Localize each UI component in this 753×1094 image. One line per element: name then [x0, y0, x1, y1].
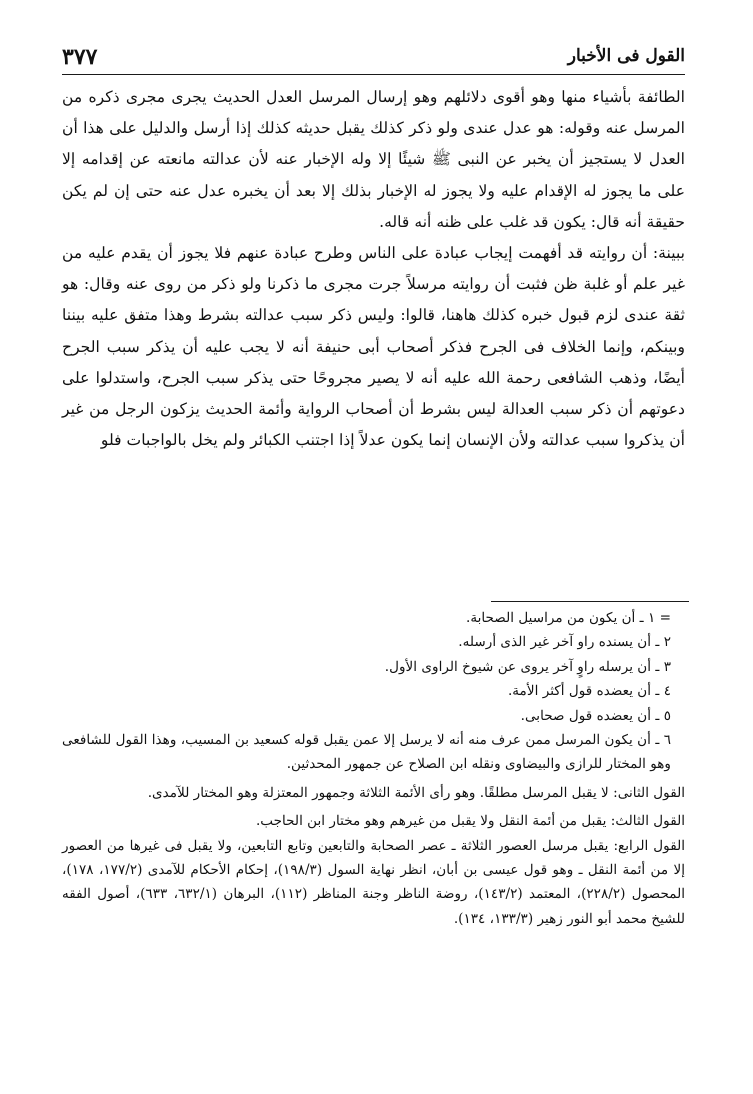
footnote-item: ٤ ـ أن يعضده قول أكثر الأمة. — [507, 683, 671, 700]
running-header — [62, 40, 685, 75]
page-number: ٣٧٧ — [62, 44, 98, 70]
body-paragraph: ببينة: أن روايته قد أفهمت إيجاب عبادة على الناس وطرح عبادة عنهم فلا يجوز أن يقدم عليه من غير علم أو غلبة ظن فثبت أن روايته مرسلاً جرت مجرى ما ذكرنا ولو ذكر من روى عنه وقال: هو ثقة عندى لزم قبول خبره كذلك هاهنا، قالوا: وليس ذكر سبب عدالته بشرط وهذا متفق عليه بيننا وبينكم، وإنما الخلاف فى الجرح فذكر أصحاب أبى حنيفة أنه لا يجب عليه أن يذكر سبب الجرح أيضًا، وذهب الشافعى رحمة الله عليه أنه لا يصير مجروحًا حتى يذكر سبب الجرح، واستدلوا على دعوتهم أن ذكر سبب العدالة ليس بشرط أن أصحاب الرواية وأئمة الحديث يزكون الرجل من غير أن يذكروا سبب عدالته ولأن الإنسان إنما يكون عدلاً إذا اجتنب الكبائر ولم يخل بالواجبات فلو — [62, 244, 685, 450]
body-paragraph: الطائفة بأشياء منها وهو أقوى دلائلهم وهو إرسال المرسل العدل الحديث يجرى مجرى ذكره من المرسل عنه وقوله: هو عدل عندى ولو ذكر كذلك يقبل حديثه كذلك إذا أرسل والدليل على هذا أن العدل لا يستجيز أن يخبر عن النبى ﷺ شيئًا إلا وله الإخبار عنه لأن عدالته مانعته عن إقدامه إلا على ما يجوز له الإقدام عليه ولا يجوز له الإخبار بذلك إلا بعد أن يخبره عدل عنه حتى إن لم يكن حقيقة أنه قال: يكون قد غلب على ظنه أنه قاله. — [62, 88, 685, 231]
footnote-item: ٦ ـ أن يكون المرسل ممن عرف منه أنه لا يرسل إلا عمن يقبل قوله كسعيد بن المسيب، وهذا القول للشافعى وهو المختار للرازى والبيضاوى ونقله ابن الصلاح عن جمهور المحدثين. — [62, 732, 671, 773]
main-text — [62, 82, 685, 456]
footnote-item: ٣ ـ أن يرسله راوٍ آخر يروى عن شيوخ الراوى الأول. — [384, 658, 671, 675]
footnote-item: ٥ ـ أن يعضده قول صحابى. — [520, 707, 671, 724]
footnote-divider — [491, 601, 689, 602]
footnote-item: القول الثانى: لا يقبل المرسل مطلقًا. وهو رأى الأئمة الثلاثة وجمهور المعتزلة وهو المختار للآمدى. — [147, 784, 685, 801]
footnote-item: = ١ ـ أن يكون من مراسيل الصحابة. — [466, 610, 671, 626]
footnote-item: ٢ ـ أن يسنده راو آخر غير الذى أرسله. — [458, 634, 671, 651]
running-title: القول فى الأخبار — [567, 46, 685, 66]
footnotes — [62, 606, 685, 931]
footnote-item: القول الرابع: يقبل مرسل العصور الثلاثة ـ عصر الصحابة والتابعين وتابع التابعين، ولا يقبل فى غيرها من العصور إلا من أئمة النقل ـ وهو قول عيسى بن أبان، انظر نهاية السول (١٩٨/٣)، إحكام الأحكام للآمدى (١٧٧/٢، ١٧٨)، المحصول (٢٢٨/٢)، المعتمد (١٤٣/٢)، روضة الناظر وجنة المناظر (١١٢)، البرهان (٦٣٢/١، ٦٣٣)، أصول الفقه للشيخ محمد أبو النور زهير (١٣٣/٣، ١٣٤). — [62, 837, 685, 927]
footnote-item: القول الثالث: يقبل من أئمة النقل ولا يقبل من غيرهم وهو مختار ابن الحاجب. — [255, 813, 685, 830]
